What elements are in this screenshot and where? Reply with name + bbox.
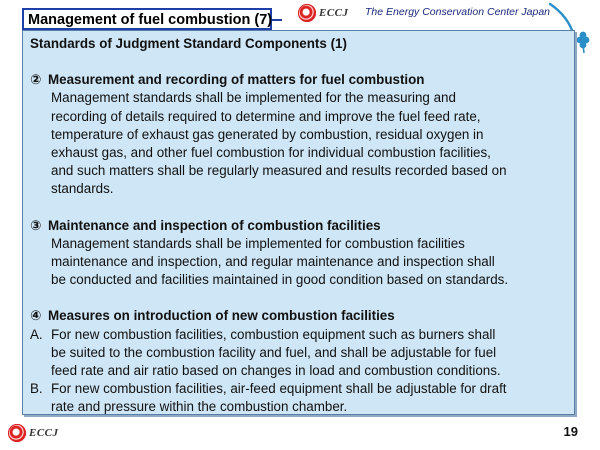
footer-logo [8,424,59,442]
footer-logo-text: ECCJ [29,427,59,439]
body-line: and such matters shall be regularly measured and results recorded based on [51,163,507,179]
list-item [30,326,570,381]
body-line: rate and pressure within the combustion chamber. [51,399,348,415]
page-number: 19 [563,424,578,439]
header-logo-text: ECCJ [319,7,349,19]
section-heading [30,217,570,235]
body-line: Management standards shall be implemented for the measuring and [51,90,456,106]
body-line: recording of details required to determine and improve the fuel feed rate, [51,108,481,124]
title-box [22,8,272,30]
item-marker: A. [30,326,43,342]
body-line: For new combustion facilities, combustion equipment such as burners shall [51,326,496,342]
body-line: temperature of exhaust gas generated by combustion, residual oxygen in [51,126,484,142]
list-item [30,380,570,416]
body-line: For new combustion facilities, air-feed equipment shall be adjustable for draft [51,381,507,397]
organization-name: The Energy Conservation Center Japan [365,6,551,18]
slide-title: Management of fuel combustion (7) [28,12,273,28]
section-title: Measurement and recording of matters for fuel combustion [48,72,425,88]
title-underline [272,19,282,21]
body-line: maintenance and inspection, and regular maintenance and inspection shall [51,254,495,270]
body-line: exhaust gas, and other fuel combustion for individual combustion facilities, [51,145,491,161]
section-subheader: Standards of Judgment Standard Components (1) [30,36,347,51]
section-heading [30,307,570,325]
header-logo [298,4,349,22]
eccj-logo-icon [298,4,316,22]
body-line: be conducted and facilities maintained in good condition based on standards. [51,272,509,288]
section-body [30,235,570,290]
body-line: be suited to the combustion facility and fuel, and shall be adjustable for fuel [51,344,497,360]
item-marker: B. [30,381,43,397]
eccj-logo-icon [8,424,26,442]
section-title: Measures on introduction of new combustion facilities [48,308,395,324]
body-line: feed rate and air ratio based on changes in load and combustion conditions. [51,363,501,379]
section-heading [30,71,570,89]
section-number: ④ [30,308,42,324]
section-number: ③ [30,217,42,233]
body-line: Management standards shall be implemented for combustion facilities [51,235,465,251]
section-body [30,89,570,198]
section-number: ② [30,72,42,88]
content-body [30,35,570,417]
body-line: standards. [51,181,114,197]
section-title: Maintenance and inspection of combustion facilities [48,217,381,233]
